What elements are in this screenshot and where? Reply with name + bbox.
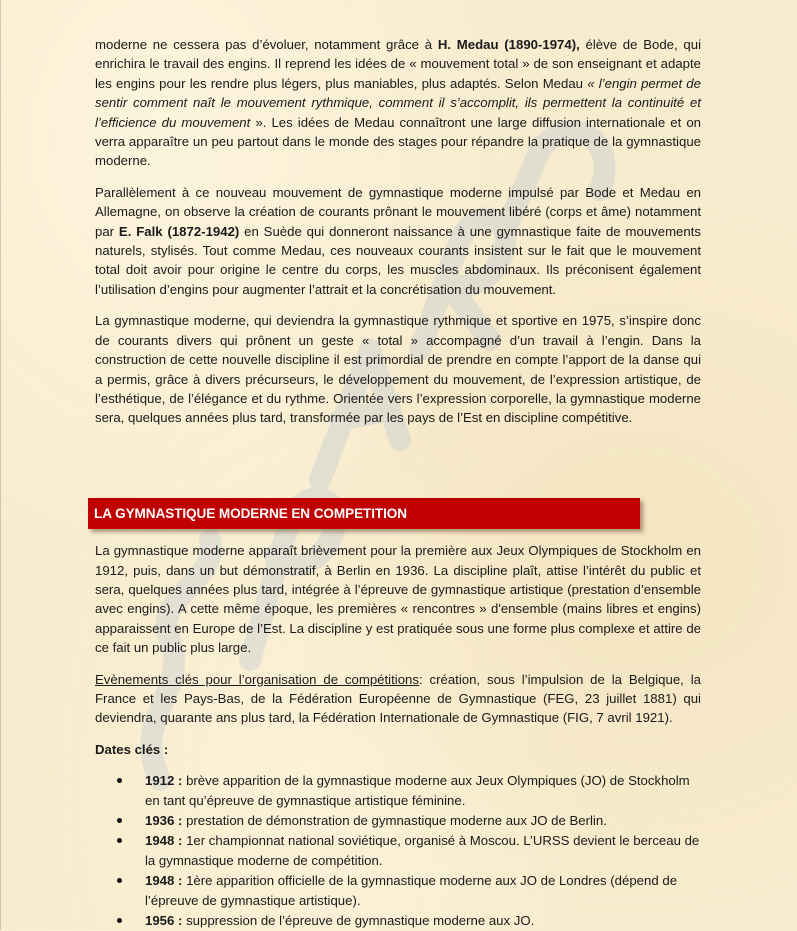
bullet-icon: [117, 818, 122, 823]
text: : création, sous l’impulsion de la Belgique, la France et les Pays-Bas, de la Fédération Européenne de Gymnastique (FEG, 23 juillet 1881) qui deviendra, quarante ans plus tard, la Fédération Internationale de Gymnastique (FIG, 7 avril 1921).: [95, 671, 701, 726]
text: moderne ne cessera pas d’évoluer, notamment grâce à: [95, 37, 438, 52]
bold-name-falk: E. Falk (1872-1942): [118, 223, 240, 239]
underlined-label: Evènements clés pour l’organisation de compétitions: [95, 671, 419, 687]
list-item: [117, 831, 701, 870]
bullet-icon: [117, 838, 122, 843]
section-heading: LA GYMNASTIQUE MODERNE EN COMPETITION: [88, 498, 640, 529]
paragraph-medau: [95, 35, 701, 171]
bullet-icon: [117, 918, 122, 923]
spacer: [95, 440, 701, 498]
date-year: 1948: [145, 833, 175, 849]
date-text: 1ère apparition officielle de la gymnastique moderne aux JO de Londres (dépend de l’épreuve de gymnastique artistique).: [145, 873, 678, 908]
date-year: 1956: [145, 913, 175, 929]
separator: :: [174, 873, 187, 889]
italic-quote: « l’engin permet de sentir comment naît le mouvement rythmique, comment il s’accomplit, ils permettent la continuité et l’efficience du mouvement: [95, 75, 701, 130]
date-year: 1948: [145, 873, 175, 889]
text: Parallèlement à ce nouveau mouvement de gymnastique moderne impulsé par Bode et Medau en Allemagne, on observe la création de courants prônant le mouvement libéré (corps et âme) notamment par: [95, 184, 701, 239]
list-item: [117, 871, 701, 910]
bullet-icon: [117, 778, 122, 783]
date-text: brève apparition de la gymnastique moderne aux Jeux Olympiques (JO) de Stockholm en tant qu’épreuve de gymnastique artistique féminine.: [145, 773, 690, 808]
separator: :: [174, 833, 187, 849]
dates-label: Dates clés :: [95, 741, 169, 757]
paragraph-falk: [95, 183, 701, 299]
date-year: 1912: [145, 773, 175, 789]
page-edge: [0, 0, 1, 930]
document-body: [95, 35, 701, 931]
dates-list: [95, 771, 701, 930]
bold-name-medau: H. Medau (1890-1974),: [437, 37, 580, 52]
paragraph-evenements: [95, 670, 701, 728]
separator: :: [174, 773, 187, 789]
date-text: 1er championnat national soviétique, organisé à Moscou. L’URSS devient le berceau de la gymnastique moderne de compétition.: [145, 833, 700, 868]
date-text: prestation de démonstration de gymnastique moderne aux JO de Berlin.: [186, 813, 607, 828]
paragraph-gymnastique-moderne: La gymnastique moderne, qui deviendra la gymnastique rythmique et sportive en 1975, s’inspire donc de courants divers qui prônent un geste « total » accompagné d’un travail à l’engin. Dans la construction de cette nouvelle discipline il est primordial de prendre en compte l’apport de la danse qui a permis, grâce à divers précurseurs, le développement du mouvement, de l’expression artistique, de l’esthétique, de l’élégance et du rythme. Orientée vers l’expression corporelle, la gymnastique moderne sera, quelques années plus tard, transformée par les pays de l’Est en discipline compétitive.: [95, 313, 701, 426]
list-item: [117, 811, 701, 830]
list-item: [117, 911, 701, 930]
text: élève de Bode, qui enrichira le travail des engins. Il reprend les idées de « mouvement total » de son enseignant et adapte les engins pour les rendre plus légers, plus maniables, plus adaptés. Selon Medau: [95, 37, 701, 91]
list-item: [117, 771, 701, 810]
text: en Suède qui donneront naissance à une gymnastique faite de mouvements naturels, stylisés. Tout comme Medau, ces nouveaux courants insistent sur le fait que le mouvement total doit avoir pour origine le centre du corps, les muscles abdominaux. Ils préconisent également l’utilisation d’engins pour augmenter l’attrait et la concrétisation du mouvement.: [95, 223, 701, 297]
separator: :: [174, 813, 187, 828]
bullet-icon: [117, 878, 122, 883]
separator: :: [174, 913, 187, 929]
date-text: suppression de l’épreuve de gymnastique moderne aux JO.: [186, 913, 535, 929]
text: ». Les idées de Medau connaîtront une large diffusion internationale et on verra apparaître un peu partout dans le monde des stages pour répandre la pratique de la gymnastique moderne.: [95, 114, 701, 169]
paragraph-competition: La gymnastique moderne apparaît brièvement pour la première aux Jeux Olympiques de Stockholm en 1912, puis, dans un but démonstratif, à Berlin en 1936. La discipline plaît, attise l’intérêt du public et sera, quelques années plus tard, intégrée à l’épreuve de gymnastique artistique (prestation d’ensemble avec engins). A cette même époque, les premières « rencontres » d'ensemble (mains libres et engins) apparaissent en Europe de l’Est. La discipline y est pratiquée sous une forme plus complexe et attire de ce fait un public plus large.: [95, 543, 701, 656]
date-year: 1936: [145, 813, 175, 828]
